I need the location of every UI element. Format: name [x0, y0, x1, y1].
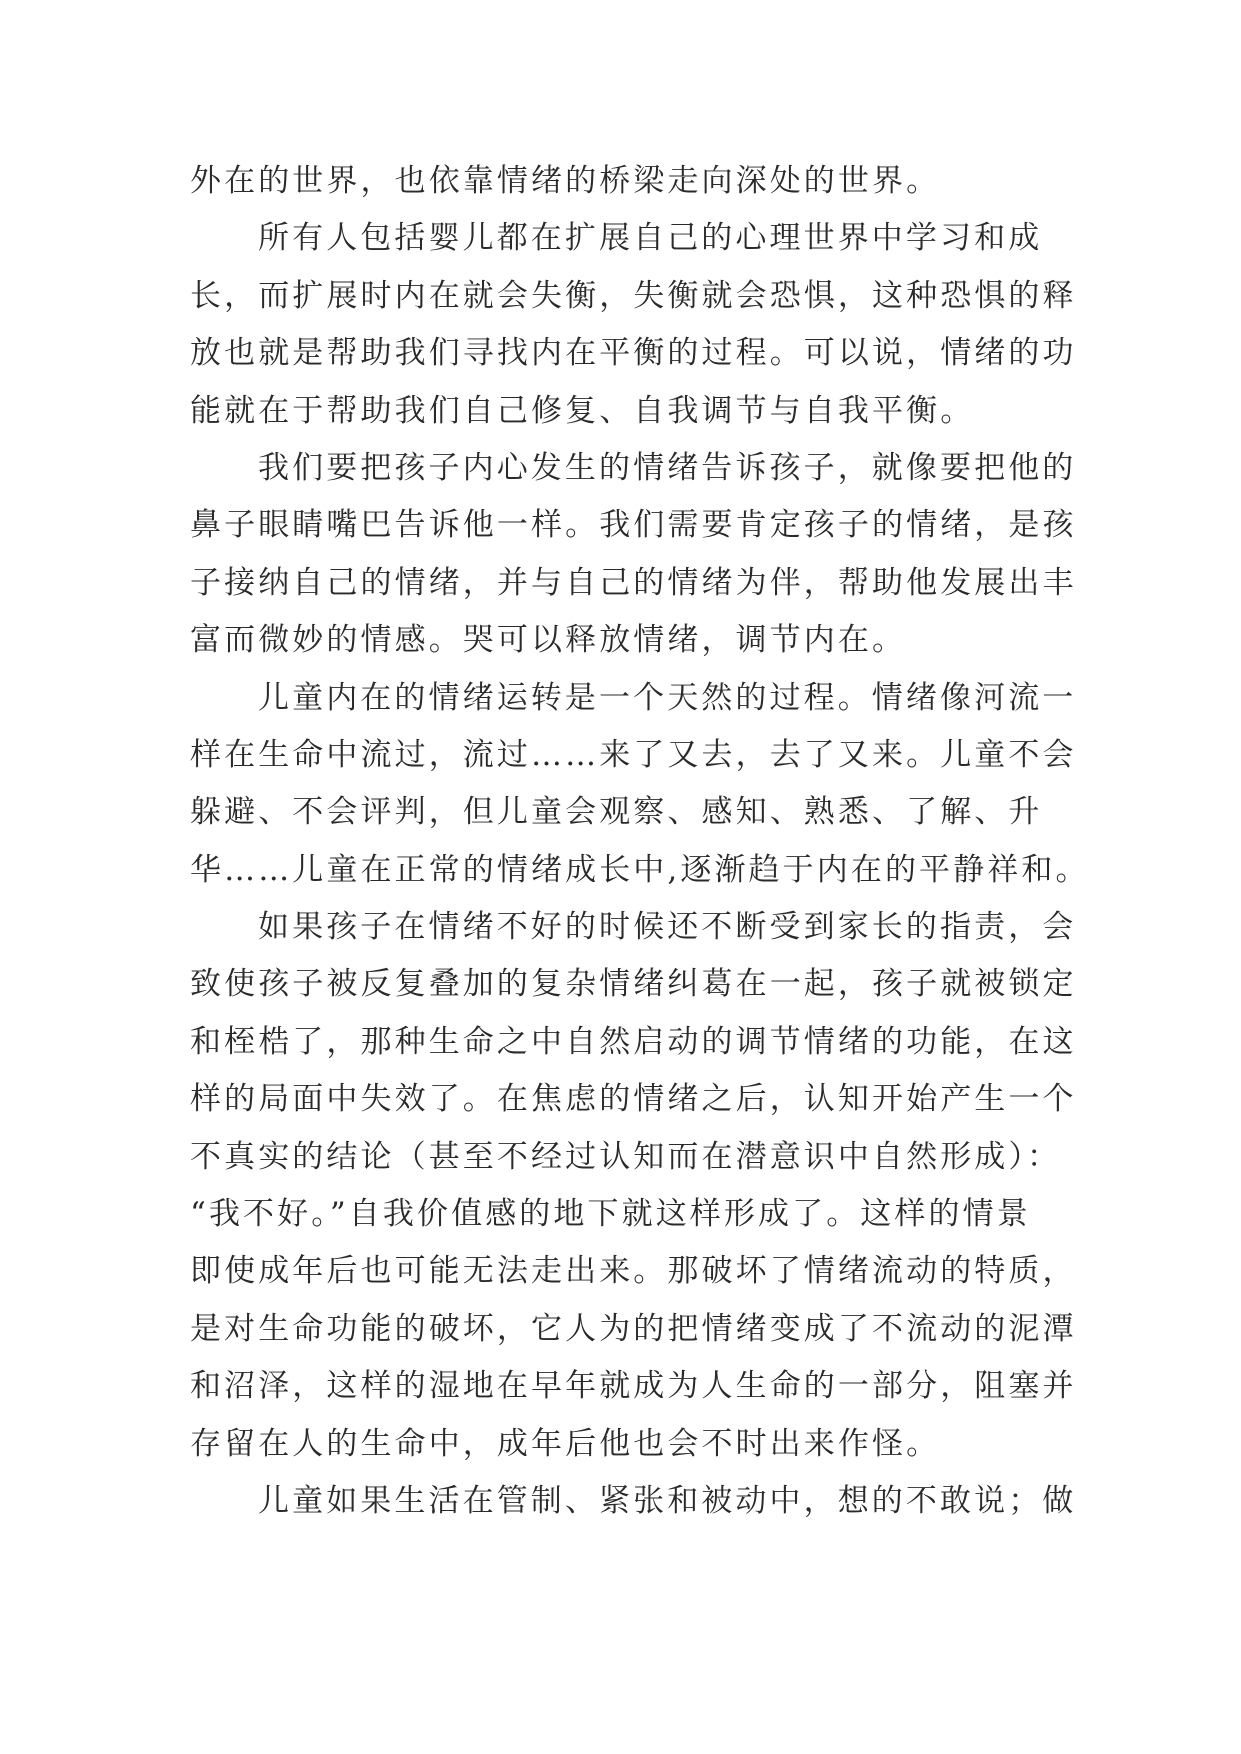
- paragraph-start-line: 如果孩子在情绪不好的时候还不断受到家长的指责，会: [258, 909, 1077, 946]
- text-line: 和桎梏了，那种生命之中自然启动的调节情绪的功能，在这: [190, 1023, 1077, 1060]
- text-line: 和沼泽，这样的湿地在早年就成为人生命的一部分，阻塞并: [190, 1368, 1077, 1405]
- text-line: 华……儿童在正常的情绪成长中,逐渐趋于内在的平静祥和。: [190, 851, 1090, 888]
- text-line: 子接纳自己的情绪，并与自己的情绪为伴，帮助他发展出丰: [190, 564, 1077, 601]
- paragraph-start-line: 儿童内在的情绪运转是一个天然的过程。情绪像河流一: [258, 679, 1077, 716]
- text-line: 躲避、不会评判，但儿童会观察、感知、熟悉、了解、升: [190, 794, 1043, 831]
- text-line: 存留在人的生命中，成年后他也会不时出来作怪。: [190, 1425, 941, 1462]
- text-line: “我不好。”自我价值感的地下就这样形成了。这样的情景: [190, 1196, 1031, 1233]
- body-text: [190, 153, 1090, 1530]
- text-line: 是对生命功能的破坏，它人为的把情绪变成了不流动的泥潭: [190, 1310, 1077, 1347]
- text-line: 长，而扩展时内在就会失衡，失衡就会恐惧，这种恐惧的释: [190, 277, 1077, 314]
- text-line: 样在生命中流过，流过……来了又去，去了又来。儿童不会: [190, 736, 1077, 773]
- text-line: 能就在于帮助我们自己修复、自我调节与自我平衡。: [190, 392, 975, 429]
- paragraph-start-line: 儿童如果生活在管制、紧张和被动中，想的不敢说；做: [258, 1482, 1077, 1519]
- text-line: 富而微妙的情感。哭可以释放情绪，调节内在。: [190, 622, 907, 659]
- paragraph-start-line: 所有人包括婴儿都在扩展自己的心理世界中学习和成: [258, 220, 1043, 257]
- text-line: 放也就是帮助我们寻找内在平衡的过程。可以说，情绪的功: [190, 335, 1077, 372]
- text-line: 外在的世界，也依靠情绪的桥梁走向深处的世界。: [190, 163, 941, 199]
- text-line: 不真实的结论（甚至不经过认知而在潜意识中自然形成）：: [190, 1138, 1062, 1175]
- text-line: 致使孩子被反复叠加的复杂情绪纠葛在一起，孩子就被锁定: [190, 966, 1077, 1003]
- text-line: 鼻子眼睛嘴巴告诉他一样。我们需要肯定孩子的情绪，是孩: [190, 507, 1077, 544]
- text-line: 即使成年后也可能无法走出来。那破坏了情绪流动的特质，: [190, 1253, 1077, 1290]
- paragraph-start-line: 我们要把孩子内心发生的情绪告诉孩子，就像要把他的: [258, 449, 1077, 486]
- text-line: 样的局面中失效了。在焦虑的情绪之后，认知开始产生一个: [190, 1081, 1077, 1118]
